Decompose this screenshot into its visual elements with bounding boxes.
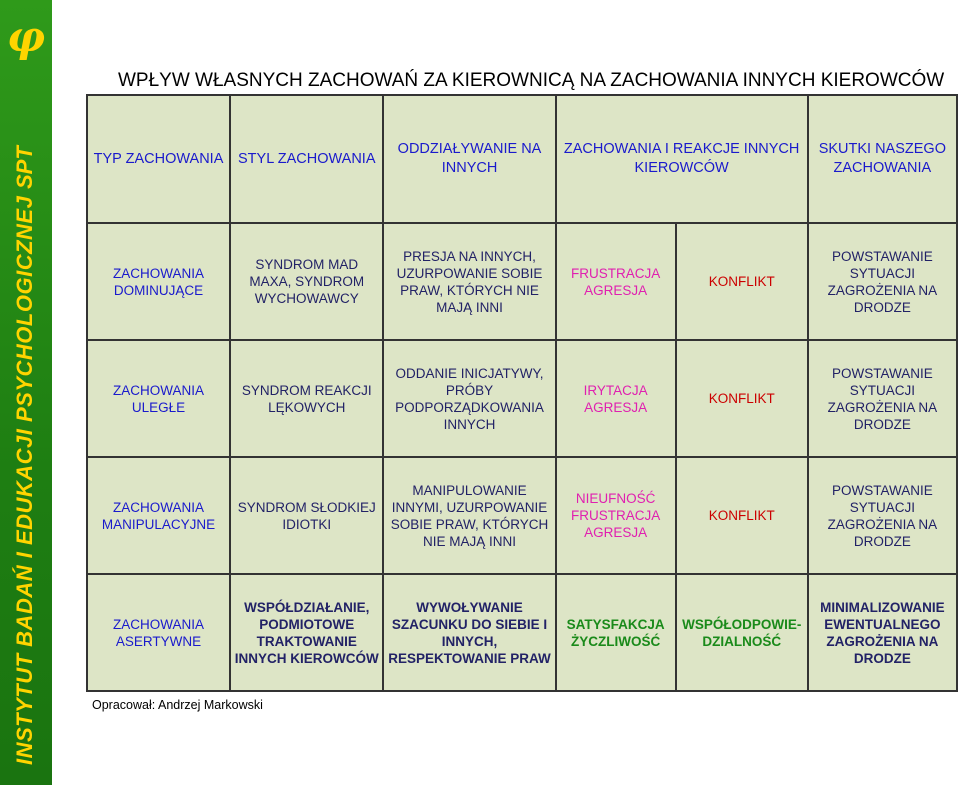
author-credit: Opracował: Andrzej Markowski	[92, 698, 263, 712]
table-row	[88, 458, 956, 573]
table-row	[88, 224, 956, 339]
cell-impact: PRESJA NA INNYCH, UZURPOWANIE SOBIE PRAW, KTÓRYCH NIE MAJĄ INNI	[384, 224, 554, 339]
cell-effect: POWSTAWANIE SYTUACJI ZAGROŻENIA NA DRODZE	[809, 224, 956, 339]
cell-style: SYNDROM SŁODKIEJ IDIOTKI	[231, 458, 382, 573]
cell-type: ZACHOWANIA ASERTYWNE	[88, 575, 229, 690]
page-title: WPŁYW WŁASNYCH ZACHOWAŃ ZA KIEROWNICĄ NA ZACHOWANIA INNYCH KIEROWCÓW	[118, 70, 945, 91]
behavior-table	[86, 94, 958, 692]
sidebar	[0, 0, 52, 785]
cell-reaction: KONFLIKT	[677, 458, 807, 573]
cell-type: ZACHOWANIA ULEGŁE	[88, 341, 229, 456]
cell-reaction: NIEUFNOŚĆ FRUSTRACJA AGRESJA	[557, 458, 675, 573]
table-header-row	[88, 96, 956, 222]
table-row	[88, 341, 956, 456]
header-impact: ODDZIAŁYWANIE NA INNYCH	[384, 96, 554, 222]
cell-type: ZACHOWANIA DOMINUJĄCE	[88, 224, 229, 339]
cell-style: SYNDROM REAKCJI LĘKOWYCH	[231, 341, 382, 456]
cell-impact: MANIPULOWANIE INNYMI, UZURPOWANIE SOBIE PRAW, KTÓRYCH NIE MAJĄ INNI	[384, 458, 554, 573]
cell-effect: POWSTAWANIE SYTUACJI ZAGROŻENIA NA DRODZE	[809, 341, 956, 456]
cell-reaction: IRYTACJA AGRESJA	[557, 341, 675, 456]
institute-name: INSTYTUT BADAŃ I EDUKACJI PSYCHOLOGICZNEJ	[12, 195, 37, 765]
cell-reaction: KONFLIKT	[677, 224, 807, 339]
cell-effect: MINIMALIZOWANIE EWENTUALNEGO ZAGROŻENIA NA DRODZE	[809, 575, 956, 690]
cell-style: WSPÓŁDZIAŁANIE, PODMIOTOWE TRAKTOWANIE INNYCH KIEROWCÓW	[231, 575, 382, 690]
header-effects: SKUTKI NASZEGO ZACHOWANIA	[809, 96, 956, 222]
cell-reaction: KONFLIKT	[677, 341, 807, 456]
cell-impact: ODDANIE INICJATYWY, PRÓBY PODPORZĄDKOWANIA INNYCH	[384, 341, 554, 456]
phi-logo-icon: φ	[6, 11, 45, 61]
header-reactions: ZACHOWANIA I REAKCJE INNYCH KIEROWCÓW	[557, 96, 807, 222]
header-style: STYL ZACHOWANIA	[231, 96, 382, 222]
cell-impact: WYWOŁYWANIE SZACUNKU DO SIEBIE I INNYCH, RESPEKTOWANIE PRAW	[384, 575, 554, 690]
header-type: TYP ZACHOWANIA	[88, 96, 229, 222]
cell-reaction: FRUSTRACJA AGRESJA	[557, 224, 675, 339]
cell-reaction: WSPÓŁODPOWIE-DZIALNOŚĆ	[677, 575, 807, 690]
cell-effect: POWSTAWANIE SYTUACJI ZAGROŻENIA NA DRODZE	[809, 458, 956, 573]
institute-abbrev: SPT	[12, 146, 37, 189]
table-row	[88, 575, 956, 690]
cell-type: ZACHOWANIA MANIPULACYJNE	[88, 458, 229, 573]
cell-style: SYNDROM MAD MAXA, SYNDROM WYCHOWAWCY	[231, 224, 382, 339]
cell-reaction: SATYSFAKCJA ŻYCZLIWOŚĆ	[557, 575, 675, 690]
